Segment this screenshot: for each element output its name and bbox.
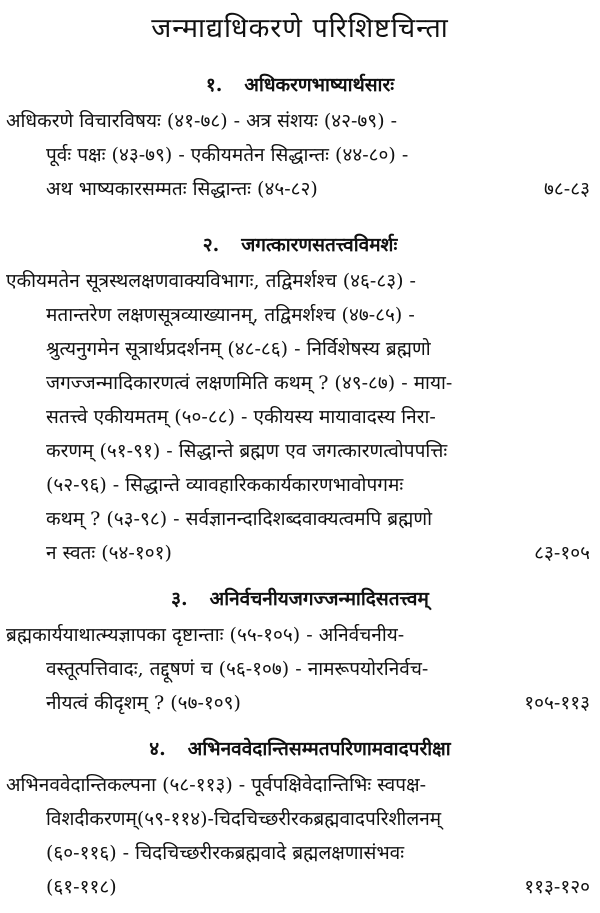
toc-text: नीयत्वं कीदृशम् ? (५७-१०९) [46,692,241,714]
section-2 [0,226,600,570]
section-number: २. [202,234,220,256]
toc-line [0,468,600,502]
toc-line [0,104,600,138]
section-3 [0,580,600,720]
toc-text: एकीयमतेन सूत्रस्थलक्षणवाक्यविभागः, तद्विमर्शश्च (४६-८३) - [6,270,416,292]
section-number: ३. [171,588,188,610]
toc-line [0,298,600,332]
toc-line [0,434,600,468]
toc-text: न स्वतः (५४-१०१) [46,542,172,564]
section-title: अनिर्वचनीयजगज्जन्मादिसतत्त्वम् [209,588,429,610]
toc-line [0,264,600,298]
toc-text: अधिकरणे विचारविषयः (४१-७८) - अत्र संशयः (४२-७९) - [6,110,398,132]
section-title: अधिकरणभाष्यार्थसारः [244,74,395,96]
toc-line [0,536,600,570]
page-range: १०५-११३ [524,692,590,714]
toc-text: श्रुत्यनुगमेन सूत्रार्थप्रदर्शनम् (४८-८६) - निर्विशेषस्य ब्रह्मणो [46,338,431,360]
section-number: ४. [149,738,166,760]
toc-line [0,768,600,802]
toc-text: सतत्त्वे एकीयमतम् (५०-८८) - एकीयस्य मायावादस्य निरा- [46,406,436,428]
page-title: जन्माद्यधिकरणे परिशिष्टचिन्ता [151,13,449,44]
toc-line [0,618,600,652]
section-number: १. [205,74,223,96]
toc-line [0,332,600,366]
toc-line [0,366,600,400]
page-range: ७८-८३ [544,178,590,200]
toc-text: (६०-११६) - चिदचिच्छरीरकब्रह्मवादे ब्रह्मलक्षणासंभवः [46,842,405,864]
toc-line [0,870,600,904]
page-range: ११३-१२० [524,876,590,898]
toc-line [0,652,600,686]
toc-text: करणम् (५१-९१) - सिद्धान्ते ब्रह्मण एव जगत्कारणत्वोपपत्तिः [46,440,448,462]
toc-text: वस्तूत्पत्तिवादः, तद्दूषणं च (५६-१०७) - नामरूपयोरनिर्वच- [46,658,429,680]
toc-text: (५२-९६) - सिद्धान्ते व्यावहारिककार्यकारणभावोपगमः [46,474,404,496]
toc-line [0,836,600,870]
toc-line [0,686,600,720]
section-heading [0,226,600,264]
toc-line [0,400,600,434]
toc-line [0,802,600,836]
toc-text: ब्रह्मकार्ययाथात्म्यज्ञापका दृष्टान्ताः (५५-१०५) - अनिर्वचनीय- [6,624,405,646]
toc-text: जगज्जन्मादिकारणत्वं लक्षणमिति कथम् ? (४९-८७) - माया- [46,372,453,394]
section-title: अभिनववेदान्तिसम्मतपरिणामवादपरीक्षा [187,738,451,760]
toc-text: विशदीकरणम्(५९-११४)-चिदचिच्छरीरकब्रह्मवादपरिशीलनम् [46,808,442,830]
section-4 [0,730,600,904]
toc-text: मतान्तरेण लक्षणसूत्रव्याख्यानम्, तद्विमर्शश्च (४७-८५) - [46,304,415,326]
toc-line [0,502,600,536]
section-1 [0,66,600,206]
section-title: जगत्कारणसतत्त्वविमर्शः [241,234,398,256]
section-heading [0,66,600,104]
page-range: ८३-१०५ [534,542,590,564]
section-heading [0,580,600,618]
toc-text: पूर्वः पक्षः (४३-७९) - एकीयमतेन सिद्धान्तः (४४-८०) - [46,144,409,166]
toc-text: (६१-११८) [46,876,117,898]
section-heading [0,730,600,768]
toc-text: अभिनववेदान्तिकल्पना (५८-११३) - पूर्वपक्षिवेदान्तिभिः स्वपक्ष- [6,774,427,796]
toc-line [0,138,600,172]
toc-text: कथम् ? (५३-९८) - सर्वज्ञानन्दादिशब्दवाक्यत्वमपि ब्रह्मणो [46,508,433,530]
toc-text: अथ भाष्यकारसम्मतः सिद्धान्तः (४५-८२) [46,178,318,200]
toc-line [0,172,600,206]
